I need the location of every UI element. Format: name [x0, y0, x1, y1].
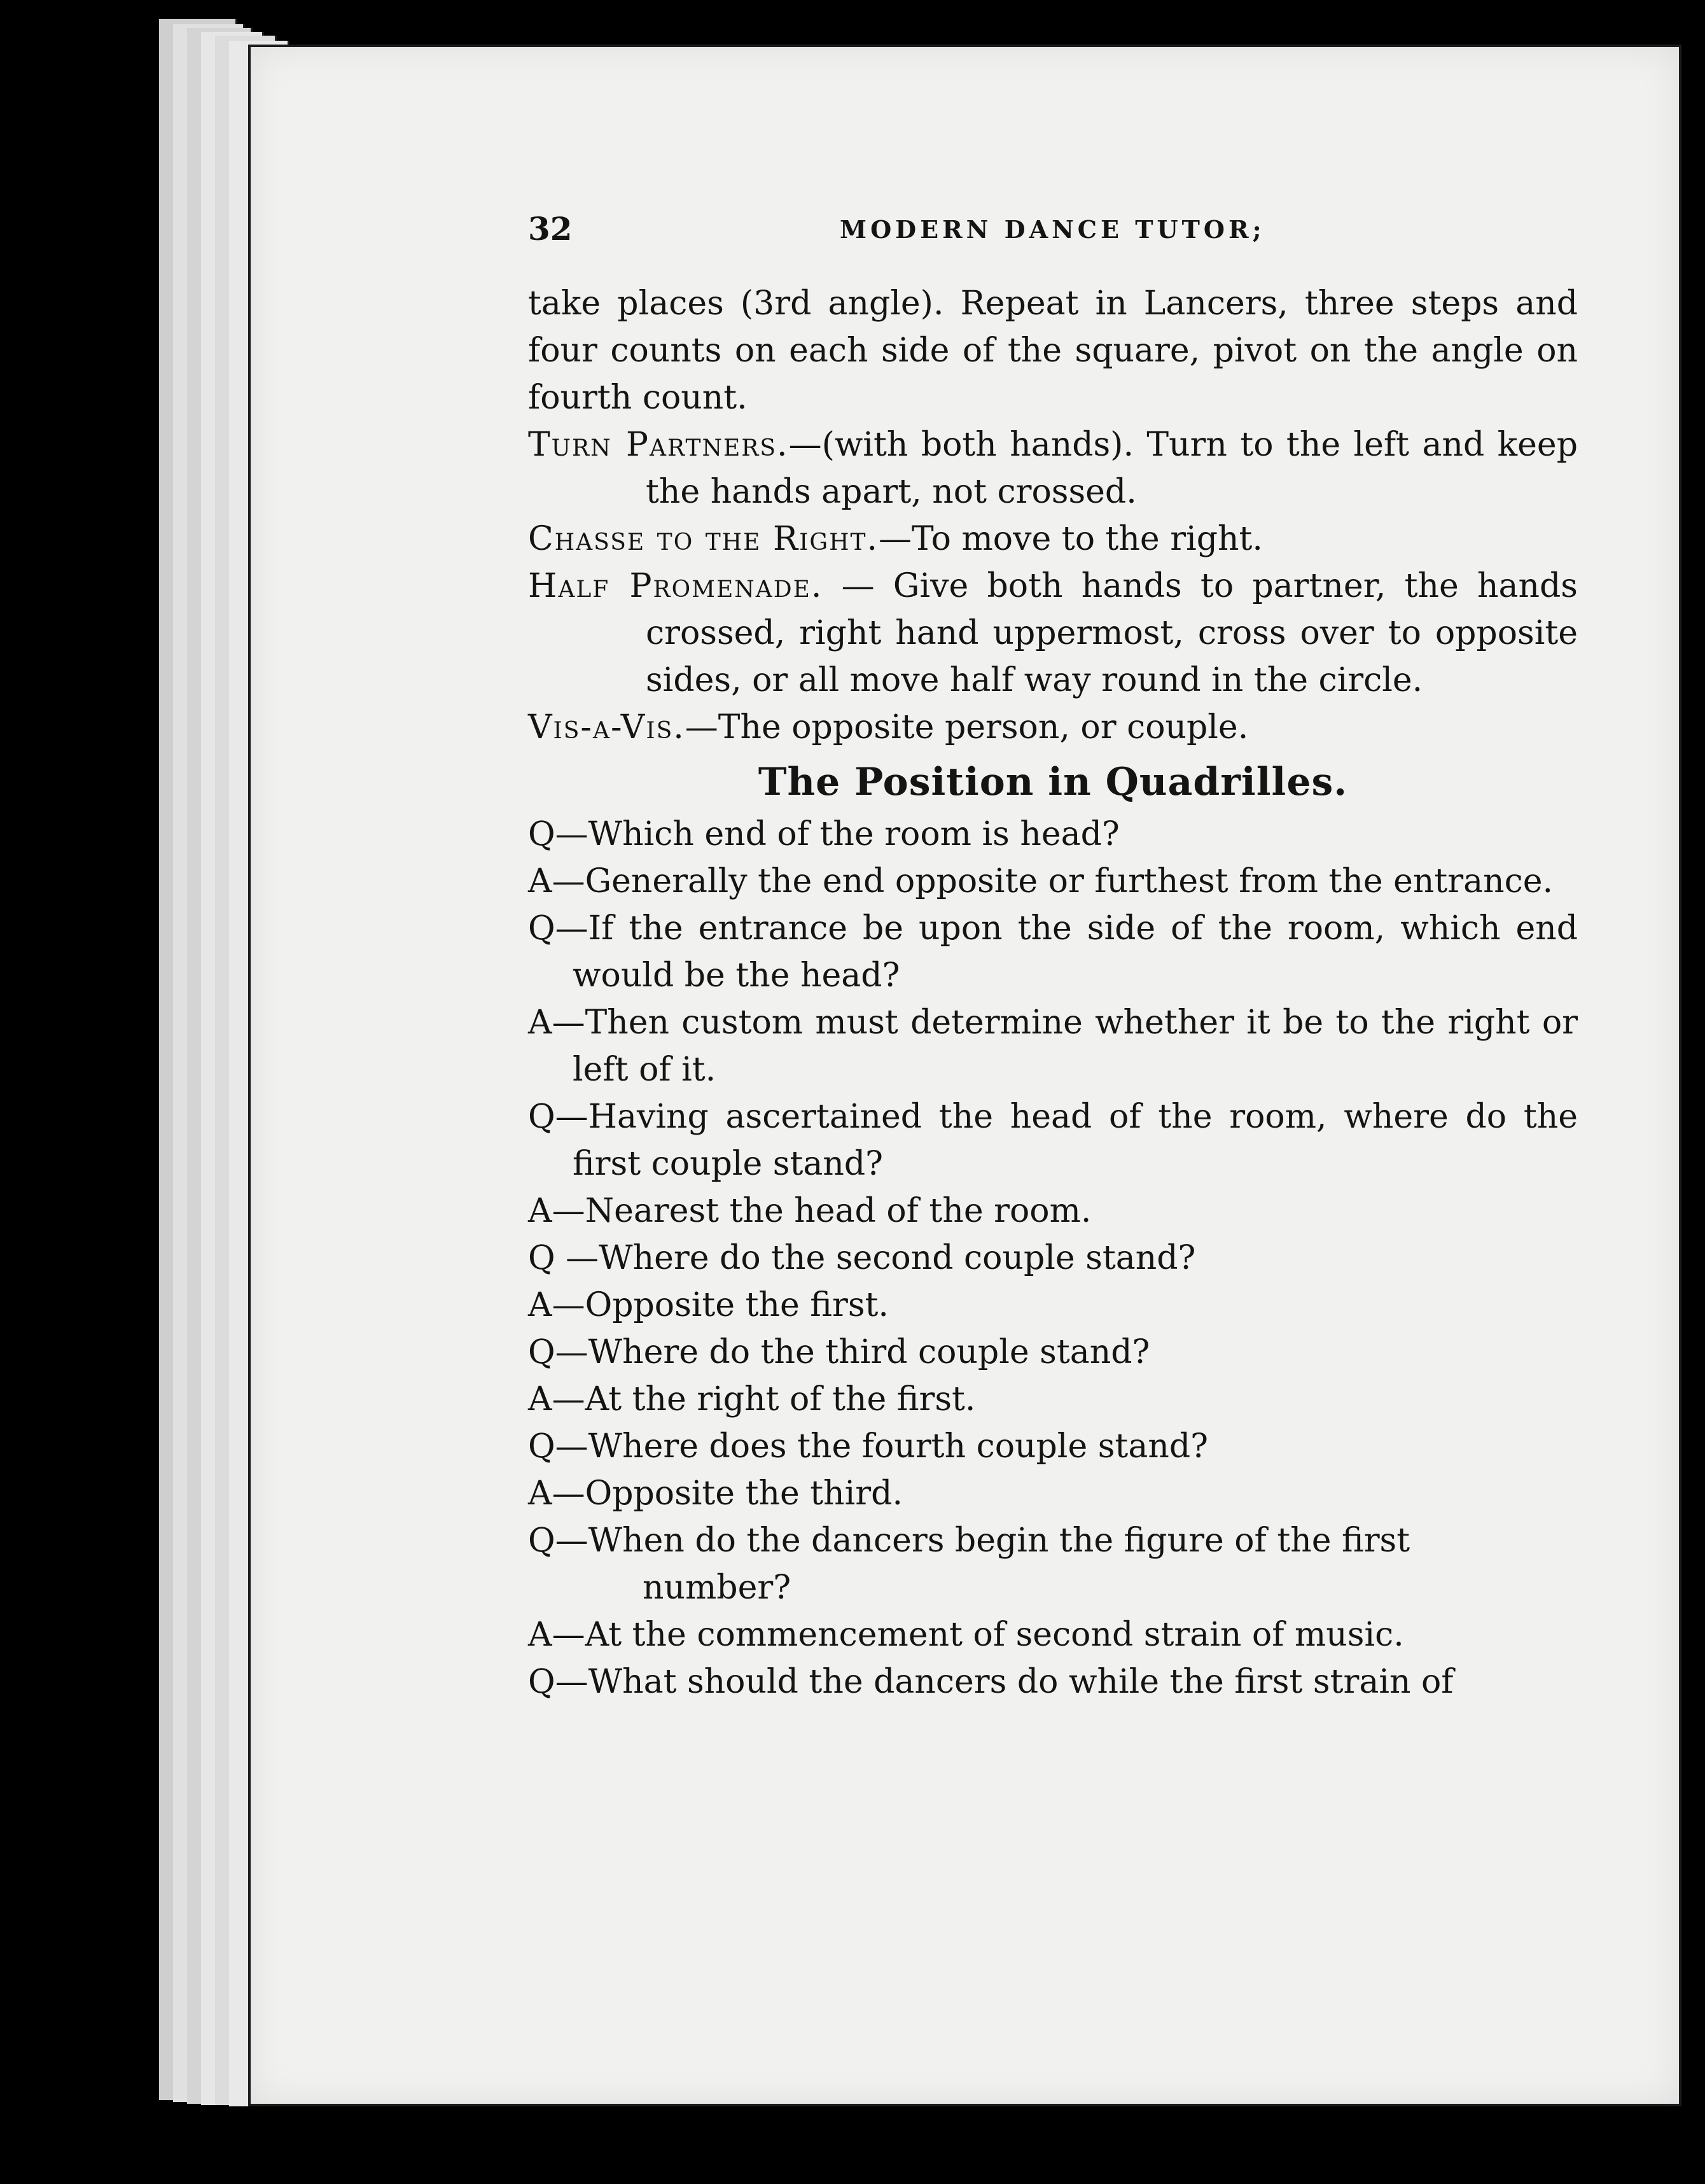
qa-label: Q — [528, 1522, 555, 1560]
qa-label: A — [528, 1192, 552, 1230]
qa-text: —Opposite the third. — [552, 1474, 903, 1513]
qa-label: Q — [528, 1098, 555, 1136]
page-content — [528, 210, 1578, 1705]
definition-text: —The opposite person, or couple. — [685, 708, 1249, 746]
qa-label: Q — [528, 1239, 555, 1277]
running-head — [528, 210, 1578, 261]
qa-label: A — [528, 1286, 552, 1324]
qa-item — [528, 1658, 1578, 1705]
qa-text: —Then custom must determine whether it be to the right or left of it. — [552, 1004, 1578, 1089]
qa-item — [528, 1423, 1578, 1470]
intro-paragraph: take places (3rd angle). Repeat in Lancers, three steps and four counts on each side of the square, pivot on the angle on fourth count. — [528, 284, 1578, 417]
definition-term: Chasse to the Right. — [528, 520, 879, 558]
qa-label: Q — [528, 1333, 555, 1371]
definition-term: Turn Partners. — [528, 426, 789, 464]
qa-text: —What should the dancers do while the first strain of — [555, 1663, 1454, 1701]
qa-label: A — [528, 1616, 552, 1654]
qa-item — [528, 858, 1578, 905]
qa-text: —Where does the fourth couple stand? — [555, 1427, 1208, 1466]
qa-text: —If the entrance be upon the side of the room, which end would be the head? — [555, 909, 1578, 995]
qa-item — [528, 1235, 1578, 1282]
page-number: 32 — [528, 210, 573, 248]
qa-label: A — [528, 1474, 552, 1513]
qa-label: A — [528, 1380, 552, 1418]
qa-item — [528, 1329, 1578, 1376]
qa-item — [528, 1470, 1578, 1517]
definition-text: —To move to the right. — [879, 520, 1263, 558]
running-title: MODERN DANCE TUTOR; — [840, 215, 1265, 244]
qa-item — [528, 1517, 1578, 1611]
qa-label: Q — [528, 815, 555, 853]
qa-item — [528, 811, 1578, 858]
qa-text: —At the right of the first. — [552, 1380, 976, 1418]
qa-text: —Opposite the first. — [552, 1286, 889, 1324]
qa-item — [528, 1093, 1578, 1187]
qa-item — [528, 1376, 1578, 1423]
qa-label: Q — [528, 1427, 555, 1466]
qa-text: —Where do the third couple stand? — [555, 1333, 1150, 1371]
qa-label: Q — [528, 909, 555, 948]
qa-text-continuation: number? — [643, 1569, 791, 1607]
qa-text: —Which end of the room is head? — [555, 815, 1120, 853]
qa-text: —When do the dancers begin the figure of the first — [555, 1522, 1410, 1560]
qa-label: A — [528, 1004, 552, 1042]
qa-text: —Having ascertained the head of the room, where do the first couple stand? — [555, 1098, 1578, 1183]
qa-item — [528, 999, 1578, 1093]
qa-item — [528, 1282, 1578, 1329]
qa-text: —Nearest the head of the room. — [552, 1192, 1092, 1230]
definition-vis-a-vis — [528, 704, 1578, 751]
definition-term: Vis-a-Vis. — [528, 708, 685, 746]
qa-label: Q — [528, 1663, 555, 1701]
qa-item — [528, 1187, 1578, 1235]
definition-chasse — [528, 515, 1578, 563]
definition-text: — Give both hands to partner, the hands crossed, right hand uppermost, cross over to opposite sides, or all move half way round in the circle. — [646, 567, 1578, 699]
qa-item — [528, 905, 1578, 999]
definition-text: —(with both hands). Turn to the left and keep the hands apart, not crossed. — [646, 426, 1578, 511]
qa-text: —Generally the end opposite or furthest from the entrance. — [552, 862, 1554, 900]
definition-turn-partners — [528, 421, 1578, 515]
qa-text: —At the commencement of second strain of music. — [552, 1616, 1404, 1654]
qa-item — [528, 1611, 1578, 1658]
section-heading: The Position in Quadrilles. — [758, 760, 1348, 804]
definition-term: Half Promenade. — [528, 567, 823, 605]
definition-half-promenade — [528, 563, 1578, 704]
qa-label: A — [528, 862, 552, 900]
qa-text: —Where do the second couple stand? — [555, 1239, 1196, 1277]
